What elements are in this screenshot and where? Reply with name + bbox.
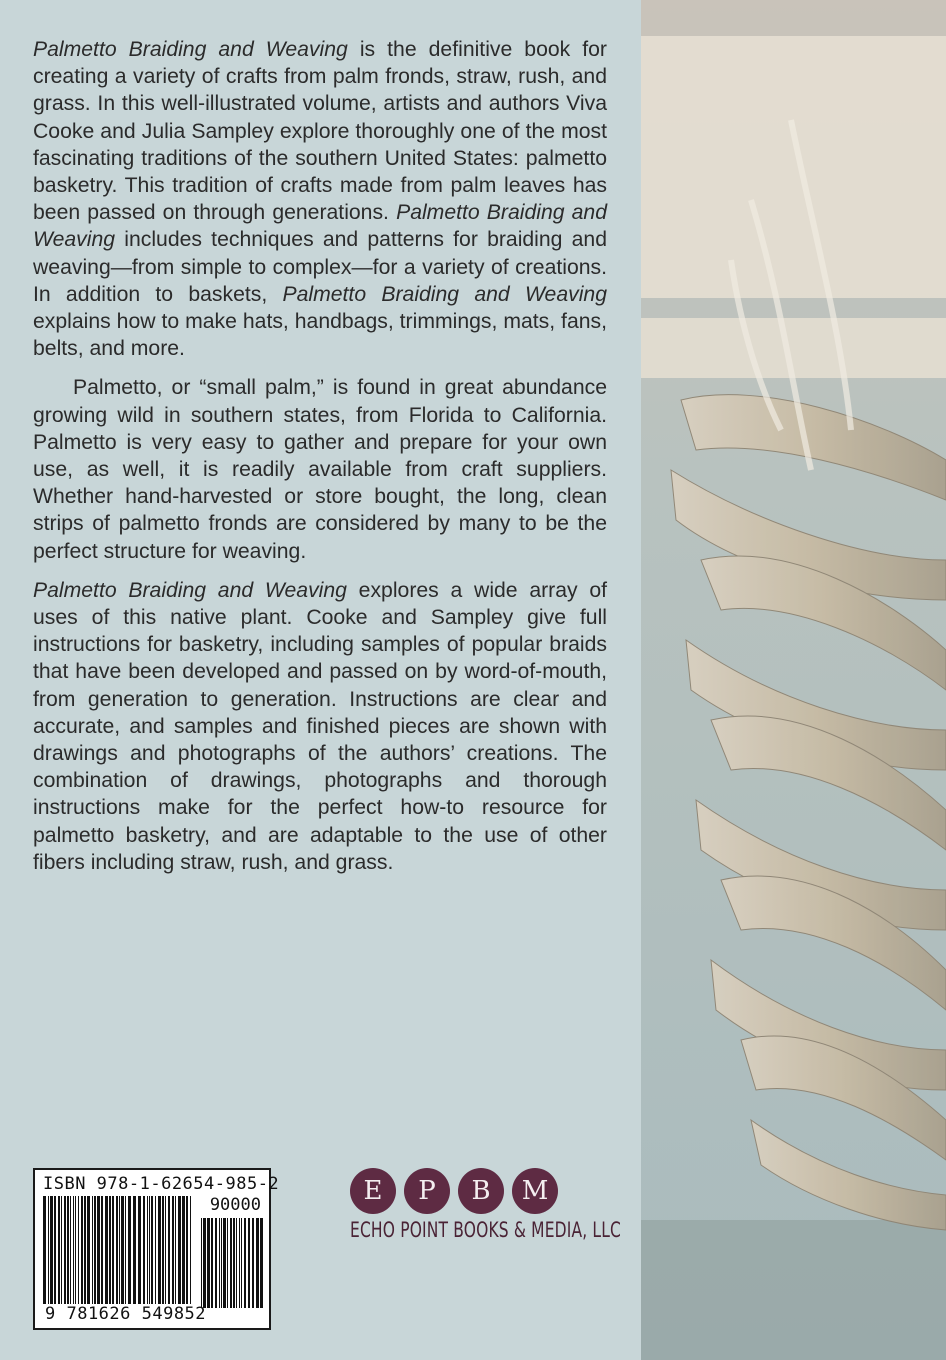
barcode-bar [121,1196,124,1304]
barcode-bar [215,1218,217,1308]
barcode-bar [43,1196,46,1304]
barcode-bar [256,1218,259,1308]
barcode-bar [158,1196,161,1304]
barcode-bar [241,1218,242,1308]
barcode-bar [221,1218,222,1308]
barcode-bar [50,1196,53,1304]
logo-letter-e: E [350,1168,396,1214]
barcode-bar [260,1218,263,1308]
barcode-bar [67,1196,69,1304]
barcode-bar [155,1196,156,1304]
barcode-bar [75,1196,76,1304]
barcode-bar [186,1196,188,1304]
barcode-bar [73,1196,74,1304]
barcode-bar [94,1196,96,1304]
barcode-bar [81,1196,83,1304]
barcode-bar [201,1218,202,1308]
barcode-bar [182,1196,185,1304]
barcode-bar [223,1218,226,1308]
barcode-bar [239,1218,240,1308]
barcode-bar [203,1218,206,1308]
barcode-bar [227,1218,228,1308]
isbn-barcode [33,1168,280,1330]
barcode-bar [219,1218,220,1308]
barcode-bar [143,1196,145,1304]
book-title-italic: Palmetto Braiding and Weaving [33,578,347,602]
paragraph-1 [33,36,607,362]
barcode-bar [147,1196,148,1304]
publisher-logo [350,1168,621,1258]
barcode-bar [64,1196,66,1304]
barcode-bar [244,1218,246,1308]
barcode-bar [172,1196,174,1304]
barcode-bar [109,1196,111,1304]
barcode-bar [175,1196,176,1304]
barcode-bar [207,1218,210,1308]
barcode-bar [168,1196,170,1304]
barcode-bar [112,1196,114,1304]
logo-letter-m: M [512,1168,558,1214]
barcode-bar [48,1196,49,1304]
paragraph-1-text-b: includes techniques and patterns for braiding and weaving—from simple to complex—for a variety of creations. In addition to baskets, [33,228,607,306]
barcode-bar [97,1196,100,1304]
cover-photo-woven-basket [641,0,946,1360]
barcode-addon-bars [201,1218,263,1308]
barcode-bar [61,1196,62,1304]
barcode-bar [101,1196,103,1304]
logo-letter-b: B [458,1168,504,1214]
barcode-bar [58,1196,60,1304]
publisher-name: ECHO POINT BOOKS & MEDIA, LLC [350,1218,621,1242]
barcode-bar [233,1218,235,1308]
barcode-bar [128,1196,131,1304]
barcode-bar [178,1196,181,1304]
barcode-bar [54,1196,56,1304]
barcode-bars [43,1196,191,1304]
barcode-bar [116,1196,118,1304]
paragraph-3 [33,577,607,876]
barcode-bar [84,1196,86,1304]
barcode-bar [92,1196,93,1304]
barcode-bar [119,1196,120,1304]
barcode-digits: 9 781626 549852 [45,1304,207,1324]
barcode-bar [133,1196,136,1304]
barcode-bar [190,1196,191,1304]
barcode-bar [230,1218,232,1308]
isbn-label: ISBN 978-1-62654-985-2 [43,1174,280,1194]
paragraph-1-text-a: is the definitive book for creating a variety of crafts from palm fronds, straw, rush, and grass. In this well-illustrated volume, artists and authors Viva Cooke and Julia Sampley explore thoroughly one of the most fascinating traditions of the southern United States: palmetto basketry. This tradition of crafts made from palm leaves has been passed on through generations. [33,38,607,225]
price-code: 90000 [209,1195,261,1215]
barcode-bar [138,1196,141,1304]
logo-circles [350,1168,610,1214]
barcode-bar [87,1196,90,1304]
barcode-bar [252,1218,254,1308]
barcode-bar [151,1196,153,1304]
paragraph-2: Palmetto, or “small palm,” is found in great abundance growing wild in southern states, from Florida to California. Palmetto is very easy to gather and prepare for your own use, as well, it is readily available from craft suppliers. Whether hand-harvested or store bought, the long, clean strips of palmetto fronds are considered by many to be the perfect structure for weaving. [33,376,607,563]
book-title-italic: Palmetto Braiding and Weaving [33,38,348,61]
woven-basket-image [641,0,946,1360]
barcode-bar [236,1218,237,1308]
barcode-bar [165,1196,166,1304]
barcode-bar [105,1196,108,1304]
paragraph-1-text-c: explains how to make hats, handbags, trimmings, mats, fans, belts, and more. [33,310,607,361]
barcode-bar [248,1218,250,1308]
book-title-italic: Palmetto Braiding and Weaving [33,201,607,252]
barcode-bar [70,1196,71,1304]
barcode-bar [78,1196,79,1304]
barcode-bar [162,1196,164,1304]
barcode-bar [211,1218,213,1308]
description-copy [33,36,607,888]
book-title-italic: Palmetto Braiding and Weaving [282,282,607,306]
barcode-bar [149,1196,150,1304]
paragraph-3-text: explores a wide array of uses of this native plant. Cooke and Sampley give full instructions for basketry, including samples of popular braids that have been developed and passed on by word-of-mouth, from generation to generation. Instructions are clear and accurate, and samples and finished pieces are shown with drawings and photographs of the authors’ creations. The combination of drawings, photographs and thorough instructions make for the perfect how-to resource for palmetto basketry, and are adaptable to the use of other fibers including straw, rush, and grass. [33,578,607,874]
barcode-bar [125,1196,126,1304]
logo-letter-p: P [404,1168,450,1214]
